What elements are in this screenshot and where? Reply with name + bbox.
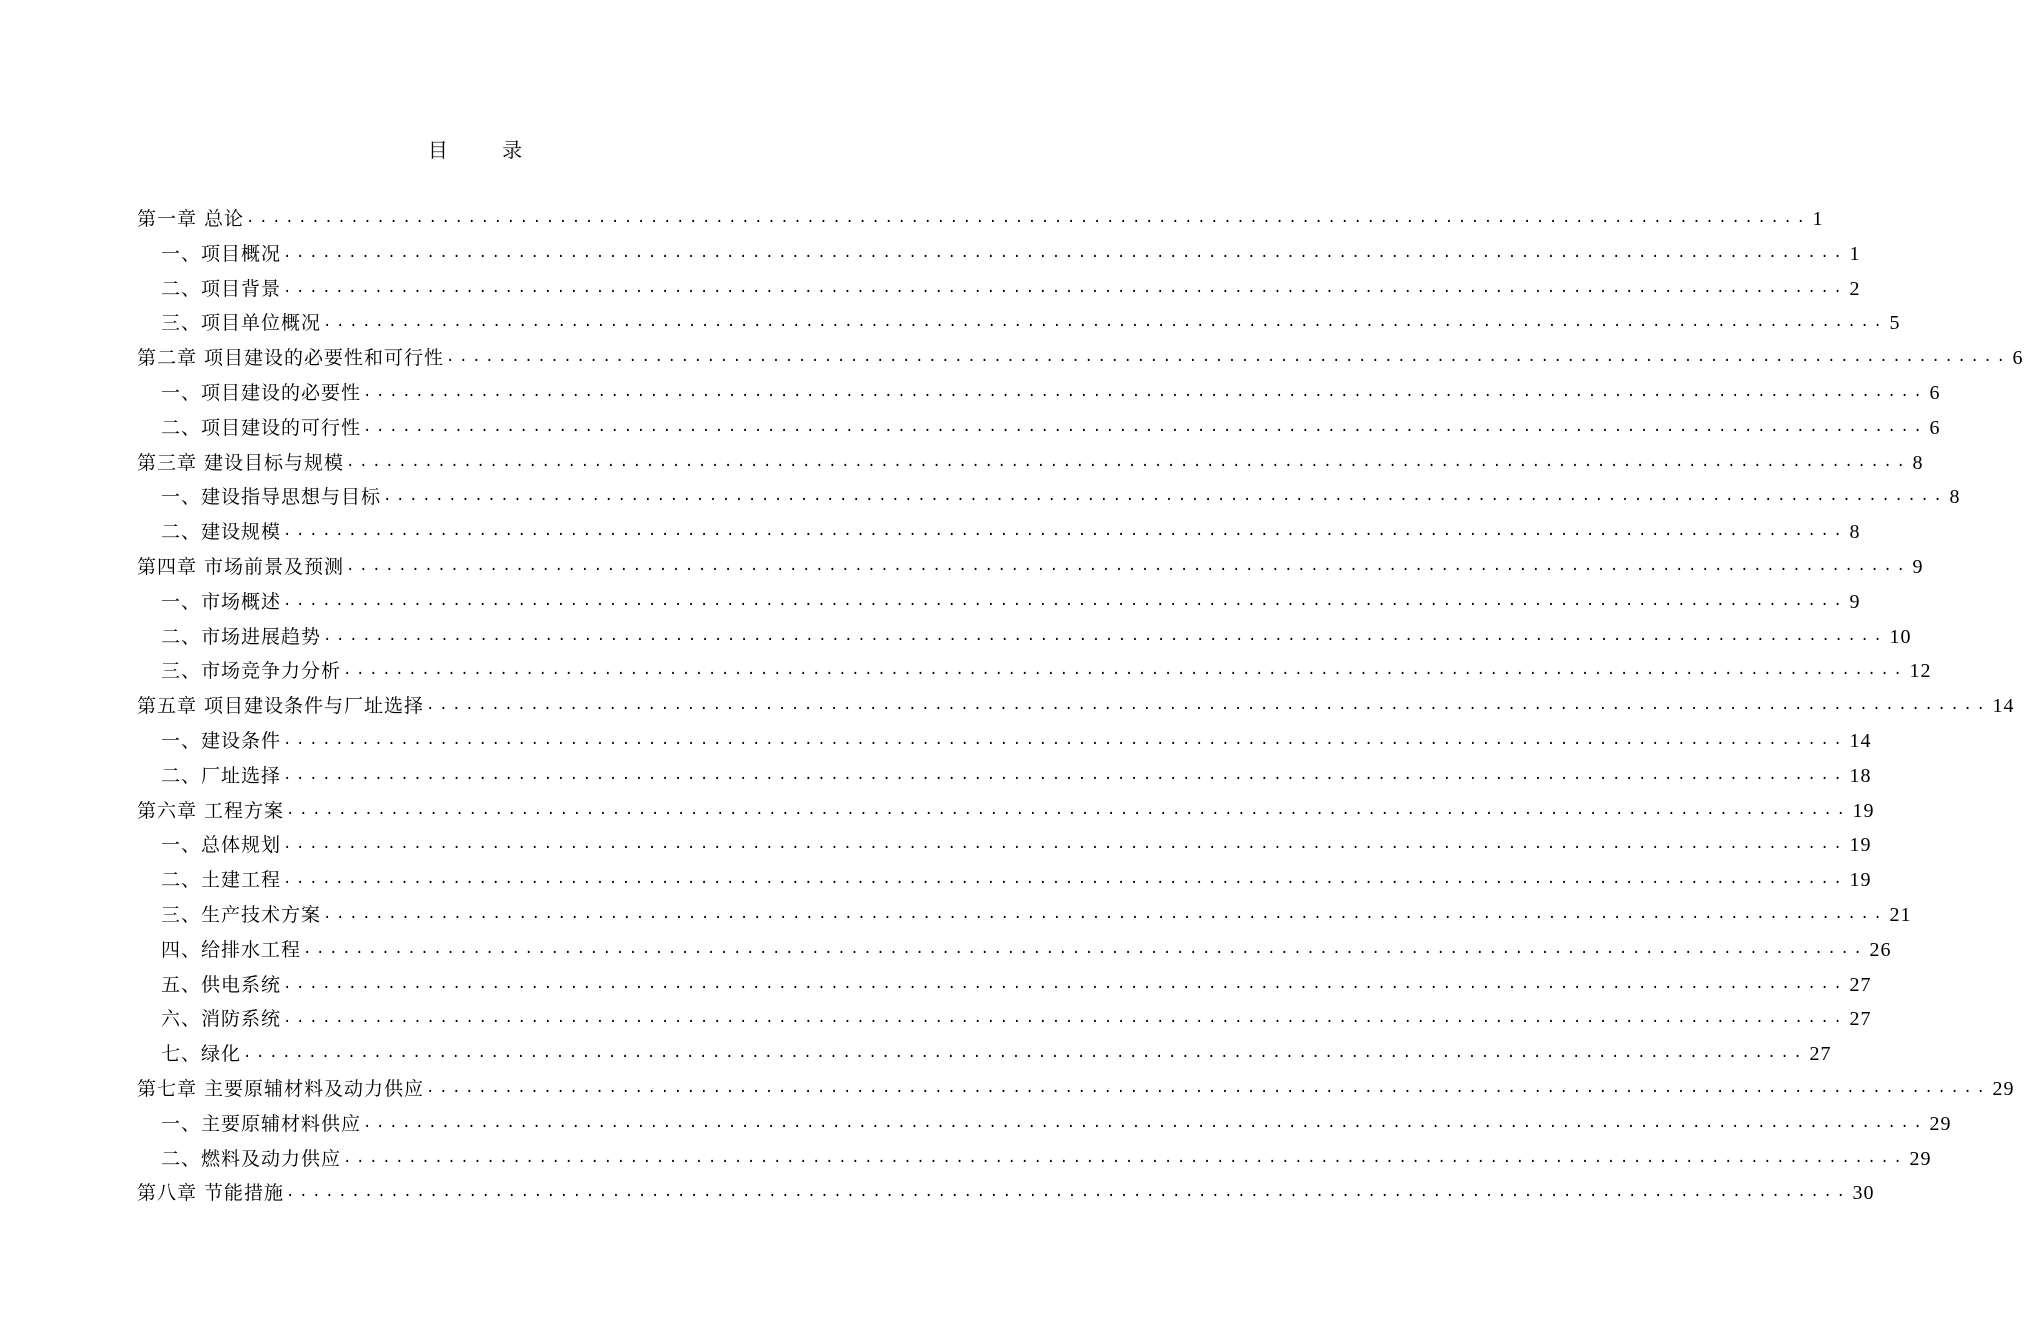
- toc-entry-title: 三、市场竞争力分析: [161, 660, 342, 683]
- toc-dot-leader: ........................................................................................................................: [283, 871, 1847, 888]
- toc-entry-title: 一、建设条件: [161, 729, 282, 752]
- toc-section-entry[interactable]: [137, 828, 1872, 863]
- toc-page-number: 5: [1889, 312, 1901, 335]
- toc-page-number: 21: [1889, 903, 1912, 926]
- toc-dot-leader: ........................................................................................................................: [286, 801, 1850, 818]
- toc-page-number: 2: [1849, 277, 1861, 300]
- toc-section-entry[interactable]: [137, 724, 1872, 759]
- toc-entry-title: 第三章 建设目标与规模: [137, 451, 345, 474]
- toc-page-number: 6: [1929, 416, 1941, 439]
- toc-entry-title: 第五章 项目建设条件与厂址选择: [137, 695, 425, 718]
- toc-section-entry[interactable]: [137, 863, 1872, 898]
- toc-page-number: 30: [1852, 1182, 1875, 1205]
- toc-page-number: 19: [1849, 869, 1872, 892]
- table-of-contents: [137, 202, 2024, 1211]
- toc-section-entry[interactable]: [137, 585, 1861, 620]
- toc-section-entry[interactable]: [137, 1107, 1952, 1142]
- toc-dot-leader: ........................................................................................................................: [343, 1149, 1907, 1166]
- toc-entry-title: 第一章 总论: [137, 208, 245, 230]
- toc-dot-leader: ........................................................................................................................: [383, 488, 1947, 505]
- toc-dot-leader: ........................................................................................................................: [323, 905, 1887, 922]
- toc-section-entry[interactable]: [137, 1037, 1832, 1072]
- toc-entry-title: 二、燃料及动力供应: [161, 1147, 342, 1170]
- toc-entry-title: 二、厂址选择: [161, 764, 282, 787]
- toc-entry-title: 第六章 工程方案: [137, 799, 285, 822]
- toc-dot-leader: ........................................................................................................................: [246, 210, 1810, 226]
- toc-section-entry[interactable]: [137, 237, 1861, 272]
- toc-dot-leader: ........................................................................................................................: [346, 453, 1910, 470]
- toc-dot-leader: ........................................................................................................................: [243, 1045, 1807, 1062]
- toc-page-number: 8: [1912, 451, 1924, 474]
- toc-section-entry[interactable]: [137, 306, 1901, 341]
- toc-dot-leader: ........................................................................................................................: [303, 940, 1867, 957]
- toc-chapter-entry[interactable]: [137, 202, 1824, 237]
- toc-page-number: 14: [1849, 729, 1872, 752]
- toc-dot-leader: ........................................................................................................................: [343, 662, 1907, 679]
- toc-dot-leader: ........................................................................................................................: [426, 697, 1990, 714]
- toc-chapter-entry[interactable]: [137, 550, 1924, 585]
- toc-section-entry[interactable]: [137, 620, 1912, 655]
- toc-section-entry[interactable]: [137, 411, 1941, 446]
- toc-chapter-entry[interactable]: [137, 689, 2015, 724]
- toc-page-number: 29: [1909, 1147, 1932, 1170]
- toc-dot-leader: ........................................................................................................................: [283, 731, 1847, 748]
- toc-section-entry[interactable]: [137, 1002, 1872, 1037]
- toc-section-entry[interactable]: [137, 376, 1941, 411]
- toc-dot-leader: ........................................................................................................................: [283, 244, 1847, 261]
- toc-page-number: 27: [1849, 973, 1872, 996]
- toc-chapter-entry[interactable]: [137, 1072, 2015, 1107]
- toc-section-entry[interactable]: [137, 272, 1861, 307]
- toc-section-entry[interactable]: [137, 759, 1872, 794]
- toc-dot-leader: ........................................................................................................................: [283, 836, 1847, 853]
- toc-chapter-entry[interactable]: [137, 794, 1875, 829]
- toc-section-entry[interactable]: [137, 654, 1932, 689]
- toc-dot-leader: ........................................................................................................................: [363, 1114, 1927, 1131]
- toc-chapter-entry[interactable]: [137, 446, 1924, 481]
- toc-page-number: 8: [1949, 486, 1961, 509]
- toc-dot-leader: ........................................................................................................................: [446, 349, 2010, 366]
- toc-entry-title: 一、建设指导思想与目标: [161, 486, 382, 509]
- toc-page-number: 19: [1852, 799, 1875, 822]
- toc-entry-title: 二、土建工程: [161, 869, 282, 892]
- toc-entry-title: 一、市场概述: [161, 590, 282, 613]
- toc-page-number: 18: [1849, 764, 1872, 787]
- toc-page-number: 14: [1992, 695, 2015, 718]
- toc-dot-leader: ........................................................................................................................: [323, 314, 1887, 331]
- toc-entry-title: 第二章 项目建设的必要性和可行性: [137, 347, 445, 370]
- toc-page-number: 12: [1909, 660, 1932, 683]
- toc-page-number: 19: [1849, 834, 1872, 857]
- toc-section-entry[interactable]: [137, 968, 1872, 1003]
- toc-section-entry[interactable]: [137, 515, 1861, 550]
- toc-dot-leader: ........................................................................................................................: [283, 1010, 1847, 1027]
- toc-page-number: 29: [1929, 1112, 1952, 1135]
- toc-entry-title: 三、项目单位概况: [161, 312, 322, 335]
- toc-page-number: 9: [1912, 555, 1924, 578]
- toc-entry-title: 二、项目背景: [161, 277, 282, 300]
- toc-dot-leader: ........................................................................................................................: [426, 1079, 1990, 1096]
- toc-page-number: 27: [1809, 1043, 1832, 1066]
- toc-page-number: 9: [1849, 590, 1861, 613]
- toc-entry-title: 一、主要原辅材料供应: [161, 1112, 362, 1135]
- toc-page-number: 27: [1849, 1008, 1872, 1031]
- toc-entry-title: 第八章 节能措施: [137, 1182, 285, 1205]
- toc-page-number: 6: [2012, 347, 2024, 370]
- toc-section-entry[interactable]: [137, 480, 1961, 515]
- toc-entry-title: 一、项目概况: [161, 242, 282, 265]
- toc-entry-title: 一、总体规划: [161, 834, 282, 857]
- toc-entry-title: 三、生产技术方案: [161, 903, 322, 926]
- toc-section-entry[interactable]: [137, 933, 1892, 968]
- toc-dot-leader: ........................................................................................................................: [286, 1184, 1850, 1201]
- toc-page-number: 6: [1929, 381, 1941, 404]
- toc-dot-leader: ........................................................................................................................: [283, 592, 1847, 609]
- toc-chapter-entry[interactable]: [137, 341, 2024, 376]
- toc-page-number: 1: [1812, 208, 1824, 230]
- toc-dot-leader: ........................................................................................................................: [346, 557, 1910, 574]
- toc-chapter-entry[interactable]: [137, 1176, 1875, 1211]
- toc-page-number: 1: [1849, 242, 1861, 265]
- toc-entry-title: 五、供电系统: [161, 973, 282, 996]
- toc-section-entry[interactable]: [137, 898, 1912, 933]
- toc-entry-title: 二、建设规模: [161, 521, 282, 544]
- toc-dot-leader: ........................................................................................................................: [363, 383, 1927, 400]
- toc-entry-title: 二、项目建设的可行性: [161, 416, 362, 439]
- toc-section-entry[interactable]: [137, 1142, 1932, 1177]
- toc-entry-title: 六、消防系统: [161, 1008, 282, 1031]
- toc-dot-leader: ........................................................................................................................: [363, 418, 1927, 435]
- toc-entry-title: 第七章 主要原辅材料及动力供应: [137, 1077, 425, 1100]
- toc-dot-leader: ........................................................................................................................: [283, 279, 1847, 296]
- toc-entry-title: 七、绿化: [161, 1043, 242, 1066]
- toc-dot-leader: ........................................................................................................................: [283, 766, 1847, 783]
- toc-page-number: 8: [1849, 521, 1861, 544]
- toc-page-number: 29: [1992, 1077, 2015, 1100]
- toc-title: 目 录: [427, 138, 547, 162]
- toc-dot-leader: ........................................................................................................................: [283, 975, 1847, 992]
- toc-page-number: 10: [1889, 625, 1912, 648]
- toc-entry-title: 一、项目建设的必要性: [161, 381, 362, 404]
- toc-entry-title: 二、市场进展趋势: [161, 625, 322, 648]
- toc-dot-leader: ........................................................................................................................: [323, 627, 1887, 644]
- toc-dot-leader: ........................................................................................................................: [283, 523, 1847, 540]
- toc-entry-title: 第四章 市场前景及预测: [137, 555, 345, 578]
- toc-page-number: 26: [1869, 938, 1892, 961]
- toc-entry-title: 四、给排水工程: [161, 938, 302, 961]
